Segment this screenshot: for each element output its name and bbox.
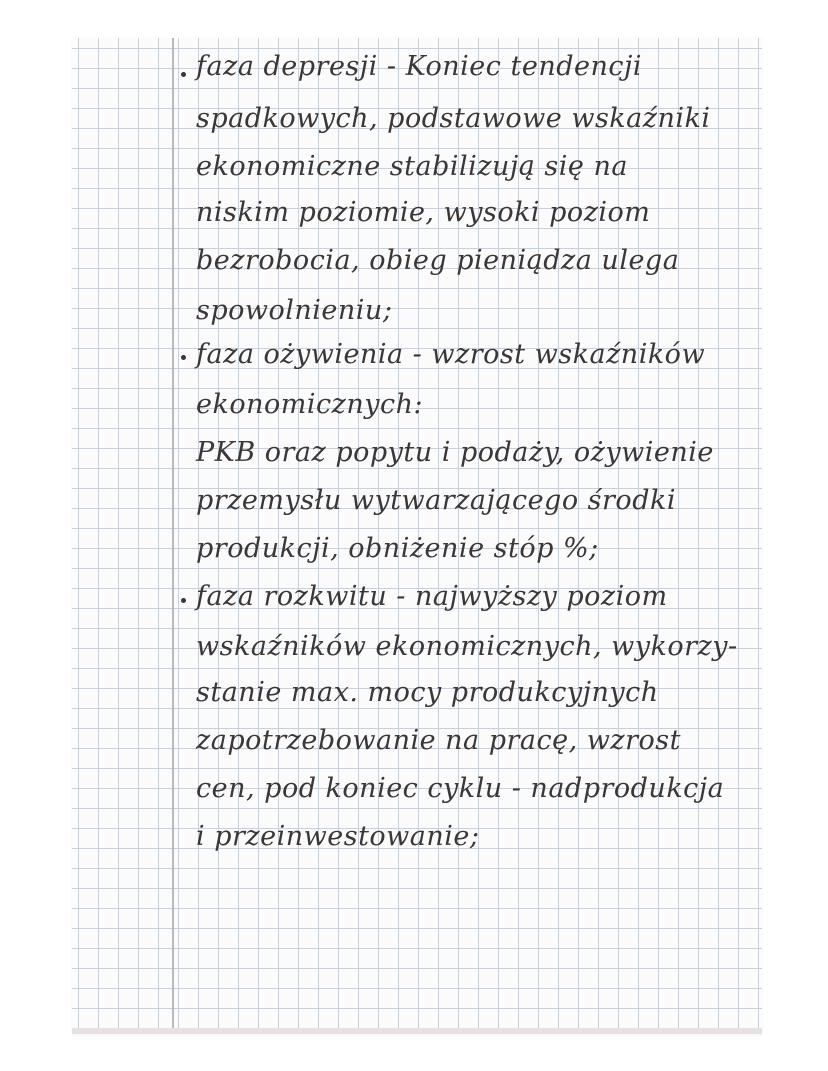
note-line: faza rozkwitu - najwyższy poziom [196, 581, 668, 612]
note-line: przemysłu wytwarzającego środki [196, 485, 676, 516]
note-line: ekonomicznych: [196, 389, 424, 420]
note-line: spowolnieniu; [196, 295, 393, 326]
note-line: zapotrzebowanie na pracę, wzrost [196, 725, 681, 756]
bullet-point-3 [181, 598, 186, 603]
note-line: stanie max. mocy produkcyjnych [196, 677, 659, 708]
bullet-point-2 [181, 355, 186, 360]
note-line: PKB oraz popytu i podaży, ożywienie [196, 437, 714, 468]
note-line: ekonomiczne stabilizują się na [196, 151, 628, 182]
note-line: produkcji, obniżenie stóp %; [196, 533, 599, 564]
note-line: i przeinwestowanie; [196, 821, 480, 852]
margin-line [172, 38, 174, 1028]
bullet-point-1 [181, 72, 186, 77]
note-line: bezrobocia, obieg pieniądza ulega [196, 245, 680, 276]
note-line: spadkowych, podstawowe wskaźniki [196, 103, 711, 134]
note-line: niskim poziomie, wysoki poziom [196, 197, 651, 228]
note-line: faza ożywienia - wzrost wskaźników [196, 339, 706, 370]
note-line: faza depresji - Koniec tendencji [196, 51, 642, 82]
note-line: cen, pod koniec cyklu - nadprodukcja [196, 773, 725, 804]
note-line: wskaźników ekonomicznych, wykorzy- [196, 631, 738, 662]
